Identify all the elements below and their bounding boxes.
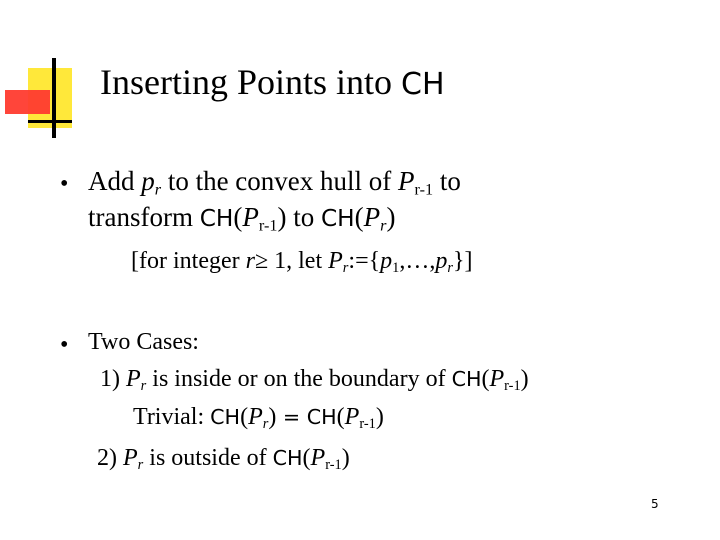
case2-line: 2) $P_r$ is outside of $CH(P_{r-1})$ bbox=[97, 445, 350, 474]
slide-title: Inserting Points into CH bbox=[100, 62, 445, 102]
page-number: 5 bbox=[651, 497, 659, 511]
bullet-marker: • bbox=[60, 171, 69, 197]
bullet-marker: • bbox=[60, 332, 69, 358]
trivial-line: Trivial: $CH(P_r) = CH(P_{r-1})$ bbox=[133, 404, 384, 433]
bullet1-note: [for integer r≥ 1, let $P_r:=\{p_1,\dots,p_r\}$] bbox=[131, 248, 473, 277]
bullet2-heading: Two Cases: bbox=[88, 329, 199, 355]
bullet1-line1: Add $p_r$ to the convex hull of $P_{r-1}$ to bbox=[88, 166, 461, 199]
case1-line: 1) $P_r$ is inside or on the boundary of $CH(P_{r-1})$ bbox=[100, 366, 529, 395]
slide-logo-icon bbox=[0, 0, 90, 150]
bullet1-line2: transform $CH(P_{r-1})$ to $CH(P_r)$ bbox=[88, 202, 396, 235]
